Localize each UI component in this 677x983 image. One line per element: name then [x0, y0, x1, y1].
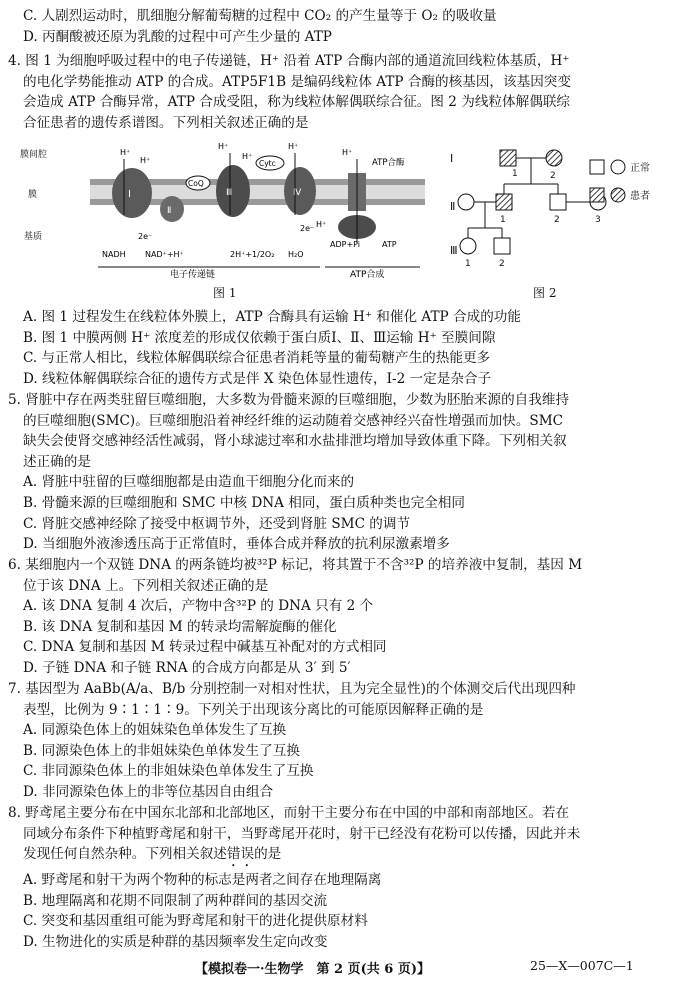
- question-6: [8, 555, 670, 679]
- q5-stem-line: 缺失会使肾交感神经活性减弱，肾小球滤过率和水盐排泄均增加导致体重下降。下列相关叙: [23, 433, 567, 450]
- individual-III-1: [460, 238, 476, 254]
- q8-option-b: B. 地理隔离和花期不同限制了两种群间的基因交流: [23, 892, 328, 909]
- q4-stem-line: 会造成 ATP 合酶异常，ATP 合成受阻，称为线粒体解偶联综合征。图 2 为线粒体解偶联综: [23, 94, 571, 111]
- complex-label: Ⅰ: [128, 189, 131, 200]
- generation-label: Ⅱ: [450, 200, 456, 213]
- generation-label: Ⅰ: [450, 152, 454, 165]
- legend-normal-female: [611, 160, 625, 174]
- q8-option-d: D. 生物进化的实质是种群的基因频率发生定向改变: [23, 933, 328, 950]
- question-4-options: [8, 307, 670, 389]
- legend-normal-label: 正常: [630, 163, 650, 174]
- electron-label: 2e⁻: [300, 224, 315, 233]
- individual-II-1: [496, 194, 512, 210]
- proton-label: H⁺: [242, 152, 253, 161]
- q6-option-c: C. DNA 复制和基因 M 转录过程中碱基互补配对的方式相同: [23, 639, 387, 656]
- question-3-tail: [8, 6, 670, 47]
- individual-number: 2: [550, 171, 556, 181]
- q5-option-d: D. 当细胞外液渗透压高于正常值时，垂体合成并释放的抗利尿激素增多: [23, 536, 450, 553]
- q7-option-b: B. 同源染色体上的非姐妹染色单体发生了互换: [23, 742, 300, 759]
- q4-stem-line: 的电化学势能推动 ATP 的合成。ATP5F1B 是编码线粒体 ATP 合酶的核基因，该基因突变: [23, 73, 571, 90]
- q5-stem-line: 述正确的是: [23, 453, 91, 470]
- q7-stem-line: 7. 基因型为 AaBb(A/a、B/b 分别控制一对相对性状，且为完全显性)的个体测交后代出现四种: [8, 681, 576, 697]
- page-footer-code: 25—X—007C—1: [530, 958, 634, 973]
- q6-option-b: B. 该 DNA 复制和基因 M 的转录均需解旋酶的催化: [23, 618, 337, 635]
- question-7: [8, 679, 670, 803]
- q6-stem-line: 6. 某细胞内一个双链 DNA 的两条链均被³²P 标记，将其置于不含³²P 的培养液中复制，基因 M: [8, 557, 583, 573]
- individual-I-2: [546, 150, 562, 166]
- nad-label: NAD⁺+H⁺: [145, 250, 184, 259]
- individual-I-1: [500, 150, 516, 166]
- question-5: [8, 390, 670, 555]
- individual-III-2: [494, 238, 510, 254]
- individual-number: 2: [554, 215, 560, 225]
- legend-patient-male: [590, 188, 604, 202]
- q8-option-a: A. 野鸢尾和射干为两个物种的标志是两者之间存在地理隔离: [23, 872, 382, 889]
- chain-label: 电子传递链: [170, 270, 216, 280]
- atp-label: ATP: [382, 240, 397, 249]
- page-footer-title: 【模拟卷一·生物学 第 2 页(共 6 页)】: [195, 962, 431, 977]
- q8-stem-end: 的是: [254, 846, 282, 863]
- q8-stem-text: 发现任何自然杂种。下列相关叙述: [23, 846, 227, 863]
- q5-stem-line: 的巨噬细胞(SMC)。巨噬细胞沿着神经纤维的运动随着交感神经兴奋性增强而加快。SMC: [23, 412, 564, 429]
- complex-label: Ⅳ: [293, 188, 302, 198]
- complex-2: [160, 196, 184, 222]
- individual-II-spouse: [458, 194, 474, 210]
- figure-1-electron-transport-chain: [20, 135, 430, 280]
- proton-label: H⁺: [218, 142, 229, 151]
- proton-label: H⁺: [140, 156, 151, 165]
- region-label: 膜: [28, 190, 38, 200]
- q7-stem-line: 表型，比例为 9∶1∶1∶9。下列关于出现该分离比的可能原因解释正确的是: [23, 701, 484, 718]
- proton-label: H⁺: [316, 220, 327, 229]
- figure-1-caption: 图 1: [213, 286, 237, 300]
- q4-stem-line: 4. 图 1 为细胞呼吸过程中的电子传递链，H⁺ 沿着 ATP 合酶内部的通道流回线粒体基质，H⁺: [8, 53, 570, 69]
- q6-option-a: A. 该 DNA 复制 4 次后，产物中含³²P 的 DNA 只有 2 个: [23, 598, 374, 615]
- q3-option-c: C. 人剧烈运动时，肌细胞分解葡萄糖的过程中 CO₂ 的产生量等于 O₂ 的吸收量: [23, 8, 497, 24]
- q8-option-c: C. 突变和基因重组可能为野鸢尾和射干的进化提供原材料: [23, 913, 368, 930]
- atp-synthesis-label: ATP合成: [350, 270, 385, 280]
- q4-option-c: C. 与正常人相比，线粒体解偶联综合征患者消耗等量的葡萄糖产生的热能更多: [23, 350, 491, 367]
- individual-II-2: [550, 194, 566, 210]
- question-4-stem: [8, 51, 670, 133]
- figure-2-pedigree: [450, 140, 670, 275]
- q5-option-c: C. 肾脏交感神经除了接受中枢调节外，还受到肾脏 SMC 的调节: [23, 515, 411, 532]
- legend-patient-female: [611, 188, 625, 202]
- individual-number: 2: [499, 259, 505, 269]
- atp-synthase-label: ATP合酶: [372, 158, 405, 168]
- q4-option-a: A. 图 1 过程发生在线粒体外膜上，ATP 合酶具有运输 H⁺ 和催化 ATP 合成的功能: [23, 309, 521, 325]
- q5-option-b: B. 骨髓来源的巨噬细胞和 SMC 中核 DNA 相同，蛋白质种类也完全相同: [23, 494, 466, 511]
- q8-stem-line: 8. 野鸢尾主要分布在中国东北部和北部地区，而射干主要分布在中国的中部和南部地区。若在: [8, 805, 570, 821]
- region-label: 膜间腔: [20, 150, 48, 160]
- q5-stem-line: 5. 肾脏中存在两类驻留巨噬细胞，大多数为骨髓来源的巨噬细胞，少数为胚胎来源的自我维持: [8, 392, 570, 408]
- adp-label: ADP+Pi: [330, 240, 361, 249]
- figure-2-caption: 图 2: [533, 286, 557, 300]
- generation-label: Ⅲ: [450, 244, 458, 257]
- individual-number: 1: [465, 259, 471, 269]
- q8-stem-line: 同域分布条件下种植野鸢尾和射干，当野鸢尾开花时，射干已经没有花粉可以传播，因此并未: [23, 825, 581, 842]
- region-label: 基质: [24, 232, 43, 242]
- individual-number: 1: [512, 169, 518, 179]
- q4-stem-line: 合征患者的遗传系谱图。下列相关叙述正确的是: [23, 114, 309, 131]
- individual-number: 3: [595, 215, 601, 225]
- proton-label: H⁺: [288, 142, 299, 151]
- q8-emphasis-word: 错误: [226, 846, 255, 863]
- q3-option-d: D. 丙酮酸被还原为乳酸的过程中可产生少量的 ATP: [23, 28, 332, 45]
- q4-option-b: B. 图 1 中膜两侧 H⁺ 浓度差的形成仅依赖于蛋白质Ⅰ、Ⅱ、Ⅲ运输 H⁺ 至膜间隙: [23, 329, 496, 346]
- q8-stem-line: [8, 844, 670, 870]
- q7-option-d: D. 非同源染色体上的非等位基因自由组合: [23, 783, 274, 800]
- question-8: [8, 803, 670, 953]
- individual-number: 1: [500, 215, 506, 225]
- complex-label: Ⅱ: [167, 206, 172, 216]
- water-output-label: H₂O: [288, 250, 304, 259]
- legend-normal-male: [590, 160, 604, 174]
- q5-option-a: A. 肾脏中驻留的巨噬细胞都是由造血干细胞分化而来的: [23, 474, 355, 491]
- nadh-label: NADH: [102, 250, 126, 259]
- legend-patient-label: 患者: [630, 191, 650, 202]
- complex-1: [112, 168, 152, 218]
- proton-label: H⁺: [120, 148, 131, 157]
- cytc-label: Cytc: [259, 159, 276, 168]
- proton-label: H⁺: [342, 148, 353, 157]
- q6-stem-line: 位于该 DNA 上。下列相关叙述正确的是: [23, 577, 269, 594]
- q6-option-d: D. 子链 DNA 和子链 RNA 的合成方向都是从 3′ 到 5′: [23, 659, 351, 676]
- q7-option-a: A. 同源染色体上的姐妹染色单体发生了互换: [23, 722, 287, 739]
- complex-label: Ⅲ: [226, 188, 233, 198]
- water-input-label: 2H⁺+1/2O₂: [230, 250, 275, 259]
- electron-label: 2e⁻: [138, 232, 153, 241]
- complex-3: [216, 165, 250, 217]
- coq-label: CoQ: [188, 179, 204, 188]
- q4-option-d: D. 线粒体解偶联综合征的遗传方式是伴 X 染色体显性遗传，Ⅰ-2 一定是杂合子: [23, 370, 492, 387]
- q7-option-c: C. 非同源染色体上的非姐妹染色单体发生了互换: [23, 763, 314, 780]
